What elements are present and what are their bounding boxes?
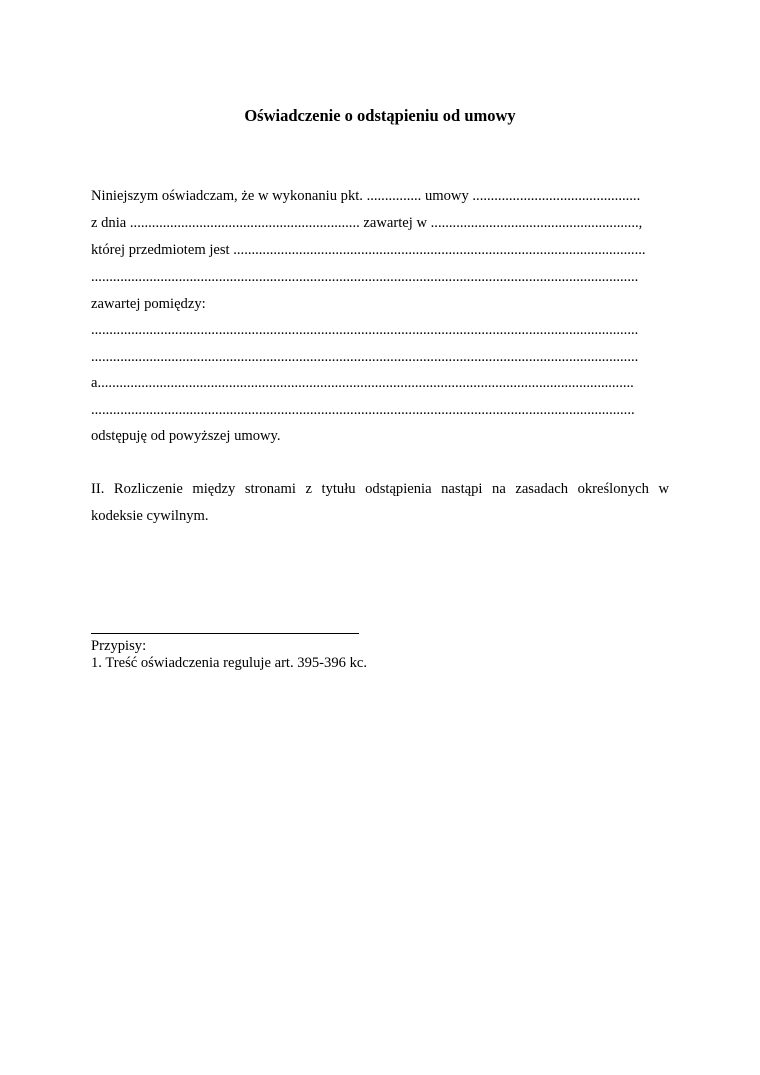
- statement-line-2: z dnia ............................................................... zawartej w .........................................................,: [91, 215, 643, 231]
- document-title: Oświadczenie o odstąpieniu od umowy: [244, 106, 516, 125]
- settlement-line-1: II. Rozliczenie między stronami z tytułu odstąpienia nastąpi na zasadach określonych w: [91, 481, 669, 497]
- party-line-3: a...................................................................................................................................................: [91, 375, 634, 391]
- statement-line-3: której przedmiotem jest .................................................................................................................: [91, 242, 646, 258]
- footnotes-heading: Przypisy:: [91, 638, 147, 654]
- footnote-separator: [91, 633, 359, 634]
- statement-line-1: Niniejszym oświadczam, że w wykonaniu pkt. ............... umowy ..............................................: [91, 188, 641, 204]
- parties-label: zawartej pomiędzy:: [91, 296, 206, 312]
- party-line-1: ......................................................................................................................................................: [91, 322, 639, 338]
- footnote-1: 1. Treść oświadczenia reguluje art. 395-396 kc.: [91, 655, 367, 671]
- settlement-line-2: kodeksie cywilnym.: [91, 508, 209, 524]
- party-line-2: ......................................................................................................................................................: [91, 349, 639, 365]
- statement-line-4: ......................................................................................................................................................: [91, 269, 639, 285]
- withdrawal-statement: odstępuję od powyższej umowy.: [91, 428, 281, 444]
- party-line-4: .....................................................................................................................................................: [91, 402, 635, 418]
